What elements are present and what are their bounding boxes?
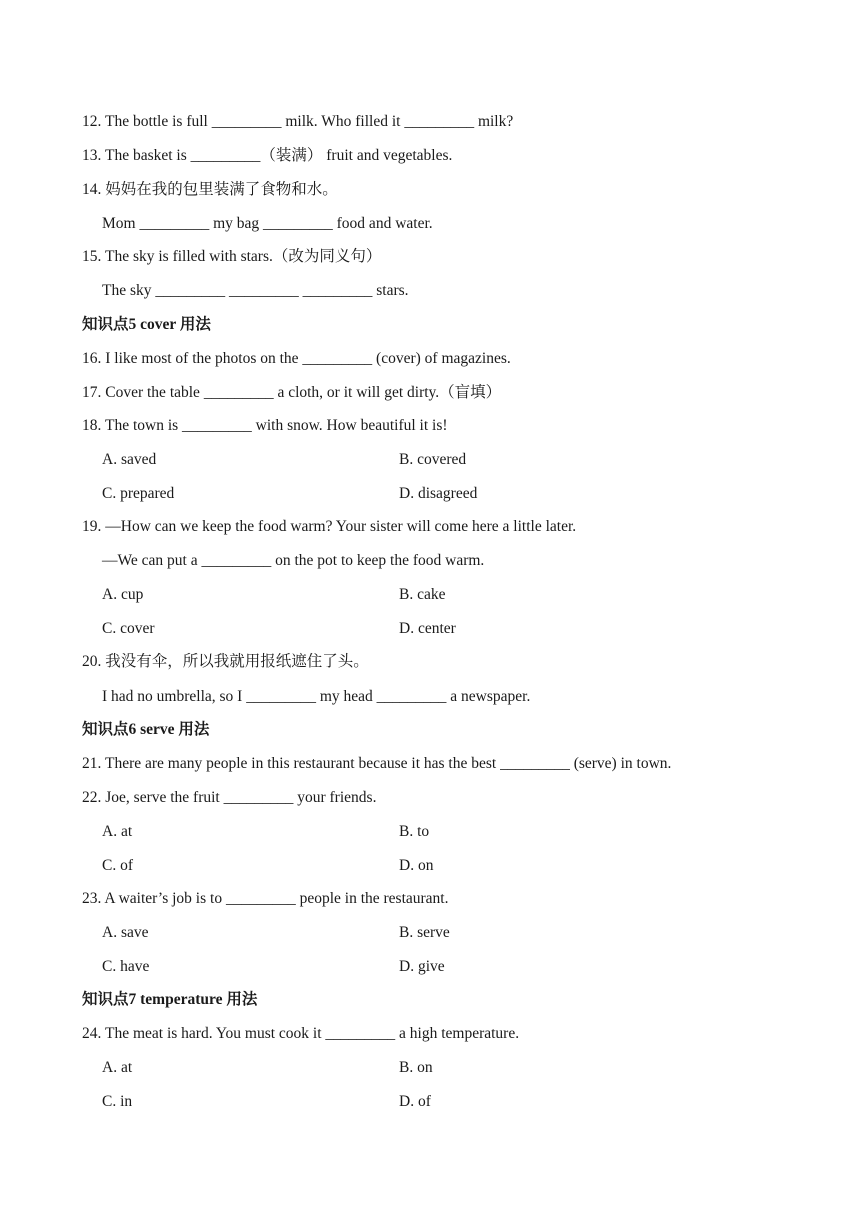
question-14-english: Mom _________ my bag _________ food and water. (102, 215, 433, 232)
question-23-option-c: C. have (102, 958, 150, 975)
question-19: 19. —How can we keep the food warm? Your sister will come here a little later. (82, 518, 577, 535)
section-heading-temperature: 知识点7 temperature 用法 (82, 991, 258, 1008)
question-19-option-d: D. center (399, 620, 456, 637)
question-18: 18. The town is _________ with snow. How beautiful it is! (82, 417, 448, 434)
question-18-option-a: A. saved (102, 451, 157, 468)
question-22-option-a: A. at (102, 823, 133, 840)
question-22-option-b: B. to (399, 823, 430, 840)
question-16: 16. I like most of the photos on the _________ (cover) of magazines. (82, 350, 511, 367)
question-20-english: I had no umbrella, so I _________ my head _________ a newspaper. (102, 688, 531, 705)
question-15-rewrite: The sky _________ _________ _________ stars. (102, 282, 409, 299)
question-19-option-a: A. cup (102, 586, 144, 603)
question-18-option-c: C. prepared (102, 485, 175, 502)
question-14: 14. 妈妈在我的包里装满了食物和水。 (82, 181, 338, 198)
question-12: 12. The bottle is full _________ milk. Who filled it _________ milk? (82, 113, 514, 130)
question-19-option-c: C. cover (102, 620, 155, 637)
section-heading-cover: 知识点5 cover 用法 (82, 316, 211, 333)
question-18-option-b: B. covered (399, 451, 467, 468)
question-24-option-a: A. at (102, 1059, 133, 1076)
question-15: 15. The sky is filled with stars.（改为同义句） (82, 248, 382, 265)
question-23-option-b: B. serve (399, 924, 450, 941)
question-24: 24. The meat is hard. You must cook it _________ a high temperature. (82, 1025, 520, 1042)
question-24-option-c: C. in (102, 1093, 133, 1110)
question-19-option-b: B. cake (399, 586, 446, 603)
question-21: 21. There are many people in this restaurant because it has the best _________ (serve) in town. (82, 755, 672, 772)
question-20: 20. 我没有伞，所以我就用报纸遮住了头。 (82, 653, 369, 670)
question-13: 13. The basket is _________（装满） fruit and vegetables. (82, 147, 453, 164)
question-19-reply: —We can put a _________ on the pot to keep the food warm. (102, 552, 485, 569)
question-24-option-b: B. on (399, 1059, 433, 1076)
question-23-option-d: D. give (399, 958, 445, 975)
question-23: 23. A waiter’s job is to _________ people in the restaurant. (82, 890, 449, 907)
question-22: 22. Joe, serve the fruit _________ your friends. (82, 789, 377, 806)
question-22-option-c: C. of (102, 857, 133, 874)
question-18-option-d: D. disagreed (399, 485, 478, 502)
question-24-option-d: D. of (399, 1093, 431, 1110)
section-heading-serve: 知识点6 serve 用法 (82, 721, 210, 738)
question-17: 17. Cover the table _________ a cloth, or it will get dirty.（盲填） (82, 384, 502, 401)
question-23-option-a: A. save (102, 924, 149, 941)
question-22-option-d: D. on (399, 857, 434, 874)
